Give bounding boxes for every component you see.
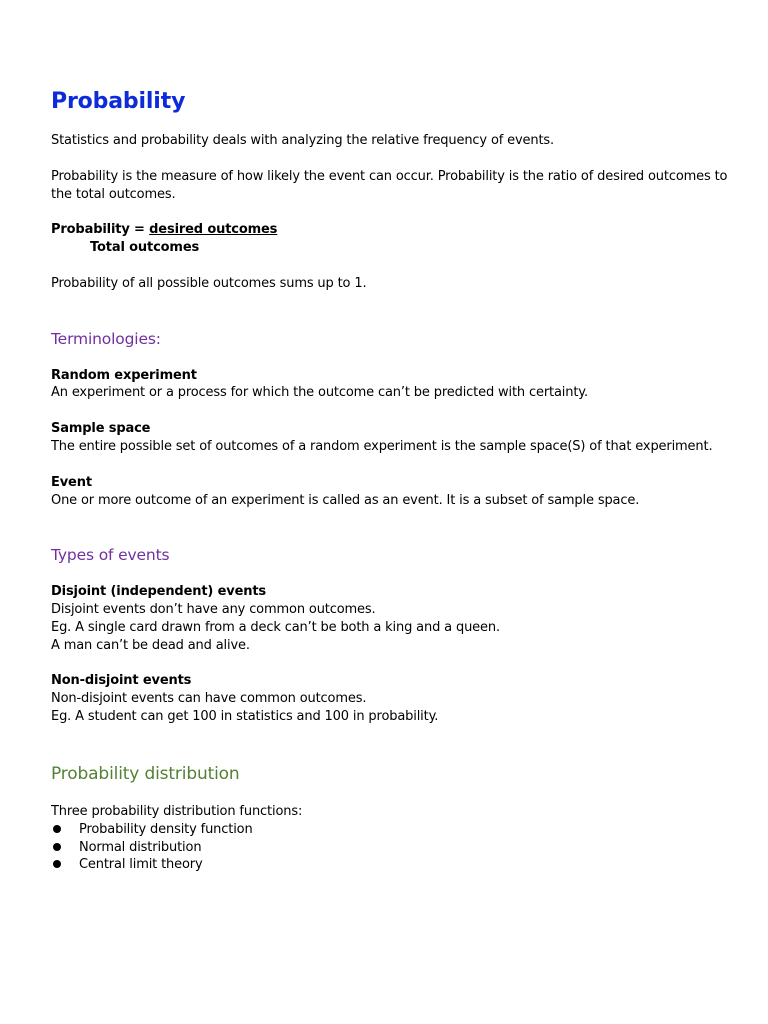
formula-numerator: desired outcomes bbox=[149, 222, 278, 237]
definition-sample-space: The entire possible set of outcomes of a random experiment is the sample space(S) of that experiment. bbox=[51, 439, 713, 454]
non-disjoint-line-2: Eg. A student can get 100 in statistics and 100 in probability. bbox=[51, 709, 439, 724]
disjoint-line-1: Disjoint events don’t have any common outcomes. bbox=[51, 602, 376, 617]
page-title: Probability bbox=[51, 89, 186, 114]
term-random-experiment: Random experiment bbox=[51, 368, 197, 383]
intro-paragraph-1: Statistics and probability deals with analyzing the relative frequency of events. bbox=[51, 133, 555, 148]
types-of-events-heading: Types of events bbox=[51, 546, 170, 564]
intro-paragraph-2: Probability is the measure of how likely the event can occur. Probability is the ratio of desired outcomes to the total outcomes. bbox=[51, 169, 728, 202]
non-disjoint-line-1: Non-disjoint events can have common outcomes. bbox=[51, 691, 367, 706]
bullet-icon bbox=[53, 843, 61, 851]
probability-distribution-heading: Probability distribution bbox=[51, 764, 240, 784]
bullet-icon bbox=[53, 860, 61, 868]
definition-event: One or more outcome of an experiment is called as an event. It is a subset of sample space. bbox=[51, 493, 640, 508]
formula-denominator: Total outcomes bbox=[90, 240, 200, 255]
definition-random-experiment: An experiment or a process for which the outcome can’t be predicted with certainty. bbox=[51, 385, 588, 400]
term-non-disjoint-events: Non-disjoint events bbox=[51, 673, 192, 688]
distribution-intro: Three probability distribution functions: bbox=[51, 804, 303, 819]
list-item: Central limit theory bbox=[79, 857, 203, 872]
list-item: Normal distribution bbox=[79, 840, 202, 855]
intro-paragraph-3: Probability of all possible outcomes sums up to 1. bbox=[51, 276, 367, 291]
probability-formula bbox=[51, 221, 277, 239]
term-event: Event bbox=[51, 475, 92, 490]
list-item: Probability density function bbox=[79, 822, 253, 837]
formula-label: Probability = bbox=[51, 222, 150, 237]
term-sample-space: Sample space bbox=[51, 421, 151, 436]
disjoint-line-3: A man can’t be dead and alive. bbox=[51, 638, 250, 653]
bullet-icon bbox=[53, 825, 61, 833]
terminologies-heading: Terminologies: bbox=[51, 330, 161, 348]
disjoint-line-2: Eg. A single card drawn from a deck can’t be both a king and a queen. bbox=[51, 620, 500, 635]
term-disjoint-events: Disjoint (independent) events bbox=[51, 584, 266, 599]
